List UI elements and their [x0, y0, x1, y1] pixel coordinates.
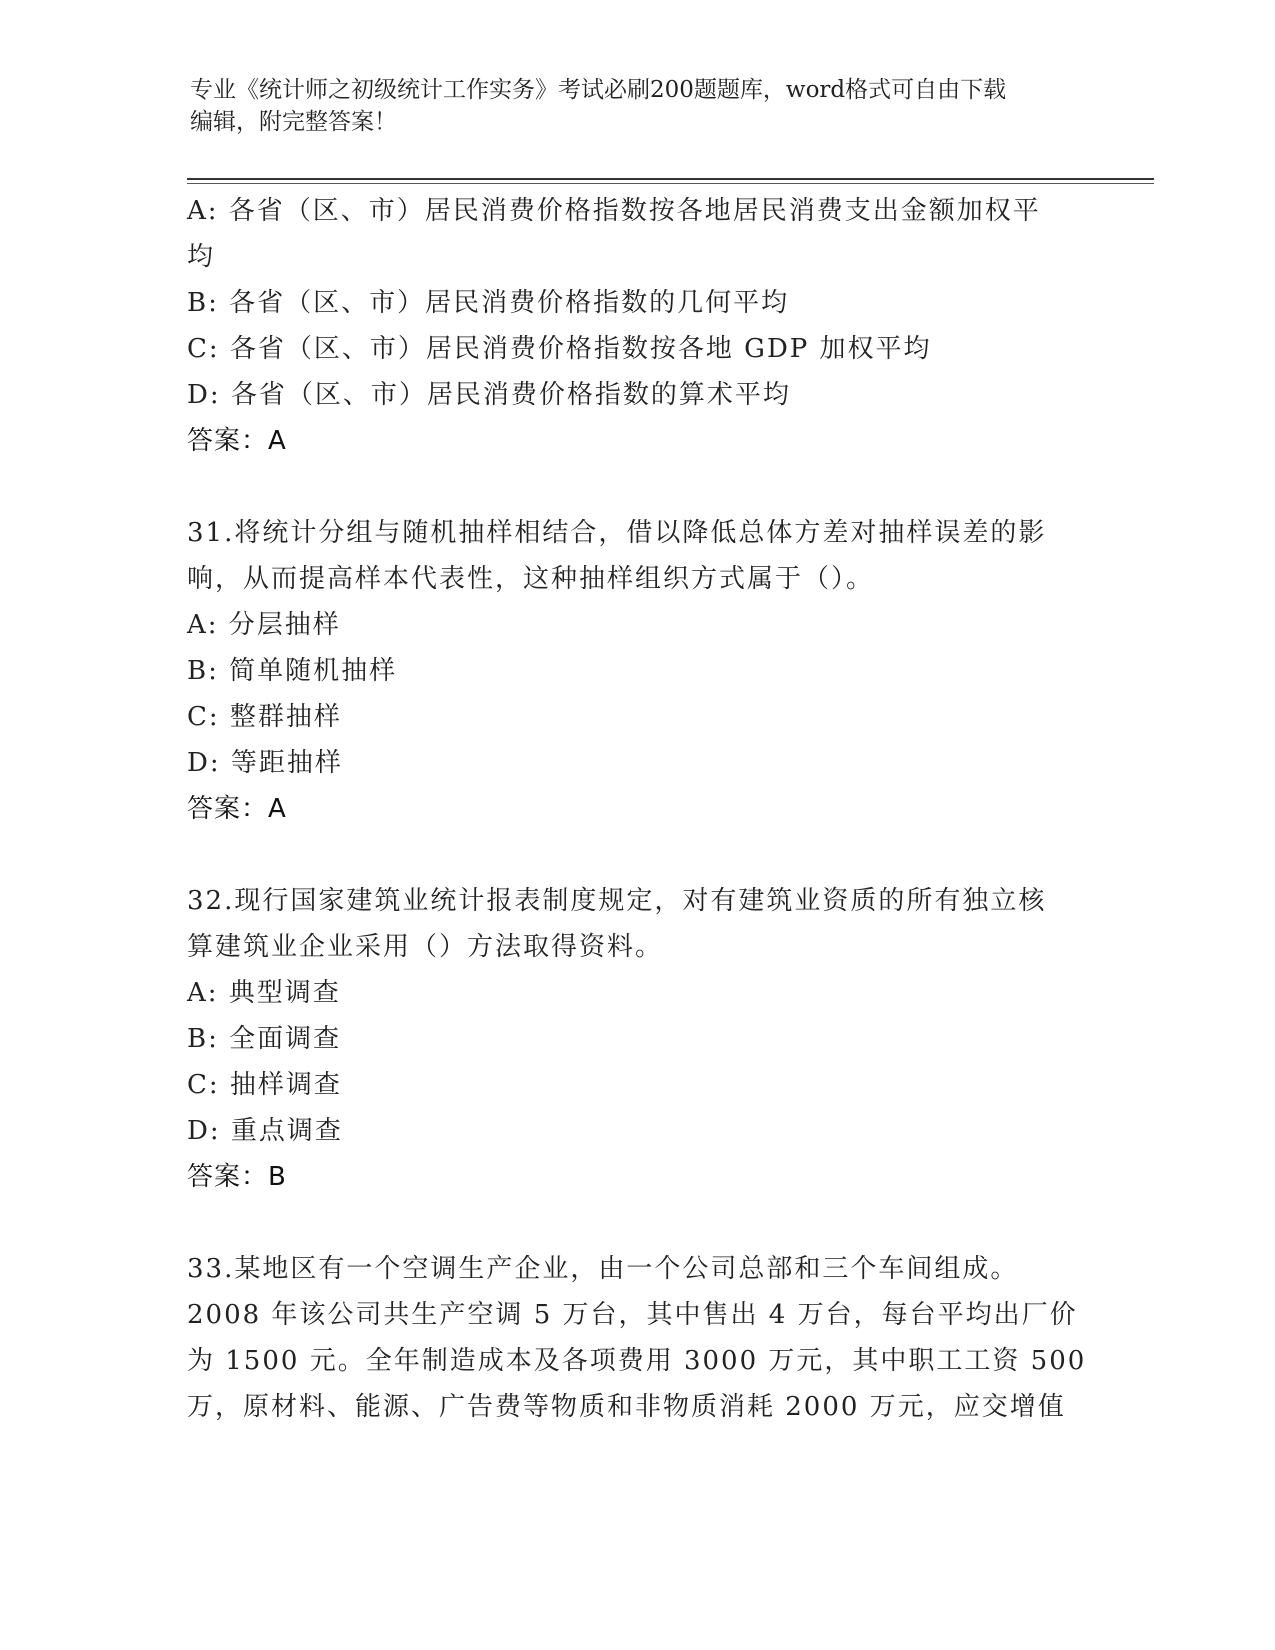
spacer: [187, 832, 1087, 878]
option-a: A: 分层抽样: [187, 610, 341, 640]
spacer: [187, 1200, 1087, 1246]
document-header: [190, 74, 1090, 138]
question-stem-line-4: 万，原材料、能源、广告费等物质和非物质消耗 2000 万元，应交增值: [187, 1392, 1066, 1422]
option-a-line-2: 均: [187, 242, 216, 272]
answer: 答案：B: [187, 1162, 287, 1192]
option-a-line-1: A: 各省（区、市）居民消费价格指数按各地居民消费支出金额加权平: [187, 196, 1041, 226]
answer: 答案：A: [187, 426, 287, 456]
header-divider-thick: [187, 178, 1154, 180]
question-30-options: [187, 188, 1087, 464]
question-stem-line-1: 33.某地区有一个空调生产企业，由一个公司总部和三个车间组成。: [187, 1254, 1019, 1284]
answer: 答案：A: [187, 794, 287, 824]
header-line-2: 编辑，附完整答案！: [190, 109, 397, 135]
question-stem-line-1: 32.现行国家建筑业统计报表制度规定，对有建筑业资质的所有独立核: [187, 886, 1047, 916]
question-31: [187, 510, 1087, 832]
option-d: D: 等距抽样: [187, 748, 343, 778]
header-divider-thin: [187, 183, 1154, 184]
option-a: A: 典型调查: [187, 978, 341, 1008]
option-b: B: 简单随机抽样: [187, 656, 398, 686]
option-d: D: 重点调查: [187, 1116, 343, 1146]
option-b: B: 全面调查: [187, 1024, 342, 1054]
option-c: C: 整群抽样: [187, 702, 342, 732]
option-c: C: 各省（区、市）居民消费价格指数按各地 GDP 加权平均: [187, 334, 932, 364]
header-line-1: 专业《统计师之初级统计工作实务》考试必刷200题题库，word格式可自由下载: [190, 77, 1007, 103]
option-c: C: 抽样调查: [187, 1070, 342, 1100]
question-list: [187, 188, 1087, 1430]
question-32: [187, 878, 1087, 1200]
question-33: [187, 1246, 1087, 1430]
question-stem-line-2: 响，从而提高样本代表性，这种抽样组织方式属于（）。: [187, 564, 875, 594]
spacer: [187, 464, 1087, 510]
option-d: D: 各省（区、市）居民消费价格指数的算术平均: [187, 380, 791, 410]
question-stem-line-3: 为 1500 元。全年制造成本及各项费用 3000 万元，其中职工工资 500: [187, 1346, 1087, 1376]
question-stem-line-1: 31.将统计分组与随机抽样相结合，借以降低总体方差对抽样误差的影: [187, 518, 1047, 548]
question-stem-line-2: 2008 年该公司共生产空调 5 万台，其中售出 4 万台，每台平均出厂价: [187, 1300, 1078, 1330]
question-stem-line-2: 算建筑业企业采用（）方法取得资料。: [187, 932, 664, 962]
option-b: B: 各省（区、市）居民消费价格指数的几何平均: [187, 288, 790, 318]
